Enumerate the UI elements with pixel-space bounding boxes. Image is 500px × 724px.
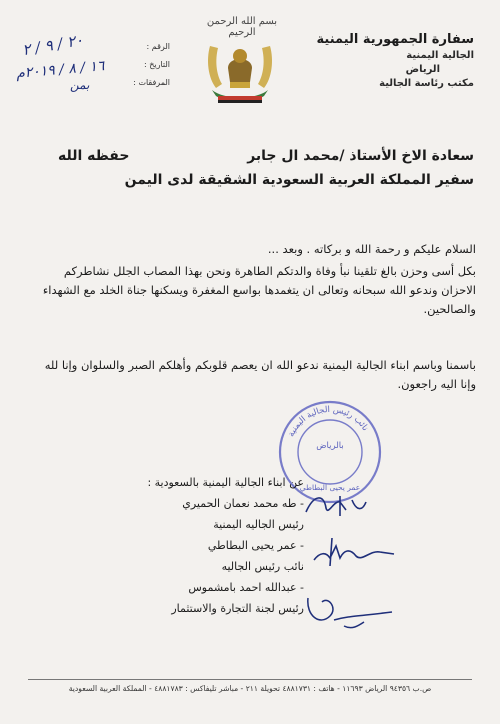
ref-attachments-label: المرفقات : [133, 78, 170, 87]
signatory-2-title: نائب رئيس الجاليه [221, 560, 304, 573]
ref-number-label: الرقم : [146, 42, 170, 51]
signatory-3-title: رئيس لجنة التجارة والاستثمار [171, 602, 304, 615]
stamp-name: عمر يحيى البطاطي [299, 483, 361, 492]
recipient-honorific: حفظه الله [58, 148, 130, 164]
footer-rule [28, 679, 472, 680]
org-line-4: مكتب رئاسة الجالية [379, 78, 474, 89]
signatory-3-name: - عبدالله احمد بامشموس [188, 581, 304, 594]
condolence-paragraph-1: بكل أسى وحزن بالغ تلقينا نبأ وفاة والدتكم الطاهرة ونحن بهذا المصاب الجلل نشاطركم الاحزان وندعو الله سبحانه وتعالى ان يتغمدها بواسع المغفرة ويسكنها جناة الخلد مع الشهداء والصالحين. [42, 264, 476, 316]
greeting: السلام عليكم و رحمة الله و بركاته . وبعد ... [267, 242, 476, 256]
yemen-emblem-icon [204, 38, 276, 108]
signatory-1-name: - طه محمد نعمان الحميري [182, 497, 304, 510]
stamp-city: بالرياض [316, 441, 344, 451]
recipient-name: سعادة الاخ الأستاذ /محمد ال جابر [247, 148, 474, 164]
basmala: بسم الله الرحمن الرحيم [206, 16, 278, 38]
signature-3 [300, 586, 396, 636]
condolence-paragraph-2: باسمنا وباسم ابناء الجالية اليمنية ندعو الله ان يعصم قلوبكم وأهلكم الصبر والسلوان وإنا لله وإنا اليه راجعون. [44, 358, 476, 391]
signatories-intro: عن ابناء الجالية اليمنية بالسعودية : [147, 476, 304, 489]
signatories [74, 472, 304, 619]
recipient-line-2: سفير المملكة العربية السعودية الشقيقة لدى اليمن [124, 172, 474, 188]
handwritten-ref-number: ٢٠ / ٩ / ٢ [20, 30, 85, 60]
signature-2 [310, 530, 400, 570]
signatory-2-name: - عمر يحيى البطاطي [207, 539, 304, 552]
stamp-outer-text: نائب رئيس الجالية اليمنية [286, 404, 371, 439]
letterhead-org [304, 30, 474, 91]
signature-1 [300, 490, 370, 520]
org-line-1: سفارة الجمهورية اليمنية [316, 32, 474, 47]
handwritten-ref-date: ١٦ / ٨ / ٢٠١٩م [15, 58, 106, 82]
recipient-line-1 [34, 148, 474, 164]
signatory-1-title: رئيس الجاليه اليمنية [213, 518, 304, 531]
ref-date-label: التاريخ : [143, 60, 170, 69]
handwritten-ref-attachments: بمن [70, 78, 90, 92]
org-line-2: الجالية اليمنية [406, 50, 474, 61]
footer-address: ص.ب ٩٤٣٥٦ الرياض ١١٦٩٣ - هاتف : ٤٨٨١٧٣١ تحويلة ٢١١ - مباشر تليفاكس : ٤٨٨١٧٨٣ - المملكة العربية السعودية [68, 684, 432, 693]
org-line-3: الرياض [405, 64, 440, 75]
